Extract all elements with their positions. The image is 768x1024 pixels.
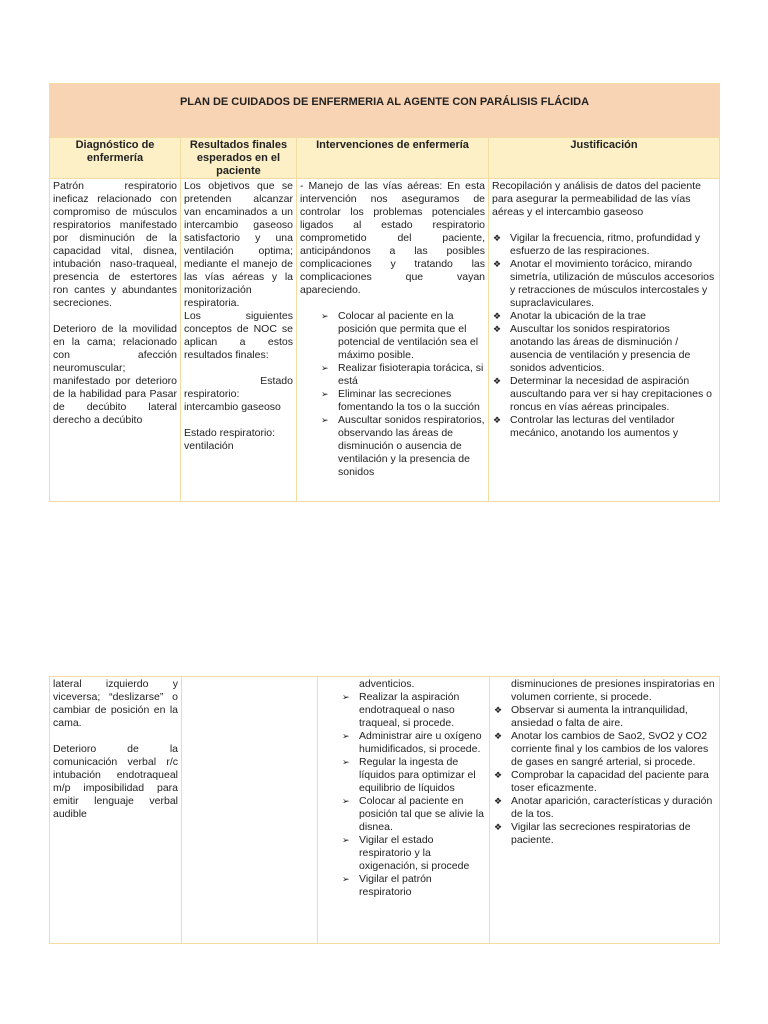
diagnosis-text: Patrón respiratorio ineficaz relacionado con compromiso de músculos respiratorios manifestado por disminución de la capacidad vital, disnea, intubación naso-traqueal, presencia de estertores ron cantes y abundantes secreciones.: [53, 180, 177, 309]
results-text: Estado: [260, 375, 293, 387]
list-item: ➢ Colocar al paciente en la posición que permita que el potencial de ventilación sea el máximo posible.: [320, 310, 485, 362]
list-item: ❖ Anotar los cambios de Sao2, SvO2 y CO2 corriente final y los cambios de los valores de gases en sangré arterial, si procede.: [493, 730, 716, 769]
interventions-intro: - Manejo de las vías aéreas: En esta intervención nos aseguramos de controlar los problemas potenciales ligados al estado respiratorio comprometido del paciente, anticipándonos a las posibles complicaciones y tratando las complicaciones que vayan apareciendo.: [300, 180, 485, 296]
list-item: ➢ Realizar fisioterapia torácica, si está: [320, 362, 485, 388]
list-item: ➢ Administrar aire u oxígeno humidificados, si procede.: [341, 730, 486, 756]
care-plan-table-continued: [49, 676, 720, 944]
diagnosis-text: Deterioro de la movilidad en la cama; relacionado con afección neuromuscular; manifestado por deterioro de la habilidad para Pasar de decúbito lateral derecho a decúbito: [53, 323, 177, 426]
justification-cell: [489, 179, 720, 502]
list-item: ❖ Controlar las lecturas del ventilador mecánico, anotando los aumentos y: [492, 414, 716, 440]
diagnosis-cell: [50, 179, 181, 502]
interventions-cell: [318, 677, 490, 944]
care-plan-table: [49, 83, 720, 502]
diagnosis-text: lateral izquierdo y viceversa; “deslizarse” o cambiar de posición en la cama.: [53, 678, 178, 729]
justification-cell: [490, 677, 720, 944]
results-text: Estado respiratorio: ventilación: [184, 427, 276, 452]
interventions-list: [300, 310, 485, 479]
header-diagnostico: Diagnóstico de enfermería: [50, 138, 181, 179]
list-item: ❖ Anotar el movimiento torácico, mirando simetría, utilización de músculos accesorios y retracciones de músculos intercostales y supraclaviculares.: [492, 258, 716, 310]
list-item: ❖ Observar si aumenta la intranquilidad, ansiedad o falta de aire.: [493, 704, 716, 730]
care-plan-page-1: [49, 83, 719, 502]
list-item: ❖ Anotar la ubicación de la trae: [492, 310, 716, 323]
list-item: ➢ Regular la ingesta de líquidos para optimizar el equilibrio de líquidos: [341, 756, 486, 795]
results-cell: [181, 179, 297, 502]
diagnosis-text: Deterioro de la comunicación verbal r/c intubación endotraqueal m/p imposibilidad para emitir lenguaje verbal audible: [53, 743, 178, 820]
justification-list: [492, 232, 716, 440]
table-title: PLAN DE CUIDADOS DE ENFERMERIA AL AGENTE CON PARÁLISIS FLÁCIDA: [50, 84, 720, 138]
list-item: ➢ Vigilar el patrón respiratorio: [341, 873, 486, 899]
list-item: ❖ Comprobar la capacidad del paciente para toser eficazmente.: [493, 769, 716, 795]
header-intervenciones: Intervenciones de enfermería: [297, 138, 489, 179]
list-item: ➢ Realizar la aspiración endotraqueal o naso traqueal, si procede.: [341, 691, 486, 730]
list-item: ❖ Anotar aparición, características y duración de la tos.: [493, 795, 716, 821]
list-item: adventicios.: [359, 678, 415, 690]
list-item: ❖ Auscultar los sonidos respiratorios anotando las áreas de disminución / ausencia de ventilación y presencia de sonidos adventicios.: [492, 323, 716, 375]
list-item: ❖ Vigilar la frecuencia, ritmo, profundidad y esfuerzo de las respiraciones.: [492, 232, 716, 258]
interventions-list: [321, 678, 486, 899]
list-item: ❖ Vigilar las secreciones respiratorias de paciente.: [493, 821, 716, 847]
list-item: ➢ Auscultar sonidos respiratorios, observando las áreas de disminución o ausencia de ventilación y la presencia de sonidos: [320, 414, 485, 479]
justification-intro: Recopilación y análisis de datos del paciente para asegurar la permeabilidad de las vías aéreas y el intercambio gaseoso: [492, 180, 701, 218]
results-cell: [182, 677, 318, 944]
results-text: respiratorio: intercambio gaseoso: [184, 388, 281, 413]
results-text: Los objetivos que se pretenden alcanzar van encaminados a un intercambio gaseoso satisfactorio y una ventilación optima; mediante el manejo de las vías aéreas y la monitorización respiratoria.: [184, 180, 293, 309]
list-item: ➢ Eliminar las secreciones fomentando la tos o la succión: [320, 388, 485, 414]
list-item: ❖ Determinar la necesidad de aspiración auscultando para ver si hay crepitaciones o roncus en vías aéreas principales.: [492, 375, 716, 414]
interventions-cell: [297, 179, 489, 502]
header-justificacion: Justificación: [489, 138, 720, 179]
header-resultados: Resultados finales esperados en el paciente: [181, 138, 297, 179]
justification-list: [493, 678, 716, 847]
list-item: ➢ Colocar al paciente en posición tal que se alivie la disnea.: [341, 795, 486, 834]
list-item: disminuciones de presiones inspiratorias en volumen corriente, si procede.: [511, 678, 715, 703]
list-item: ➢ Vigilar el estado respiratorio y la oxigenación, si procede: [341, 834, 486, 873]
diagnosis-cell: [50, 677, 182, 944]
care-plan-page-2: [49, 676, 719, 944]
results-text: Los siguientes conceptos de NOC se aplican a estos resultados finales:: [184, 310, 293, 361]
